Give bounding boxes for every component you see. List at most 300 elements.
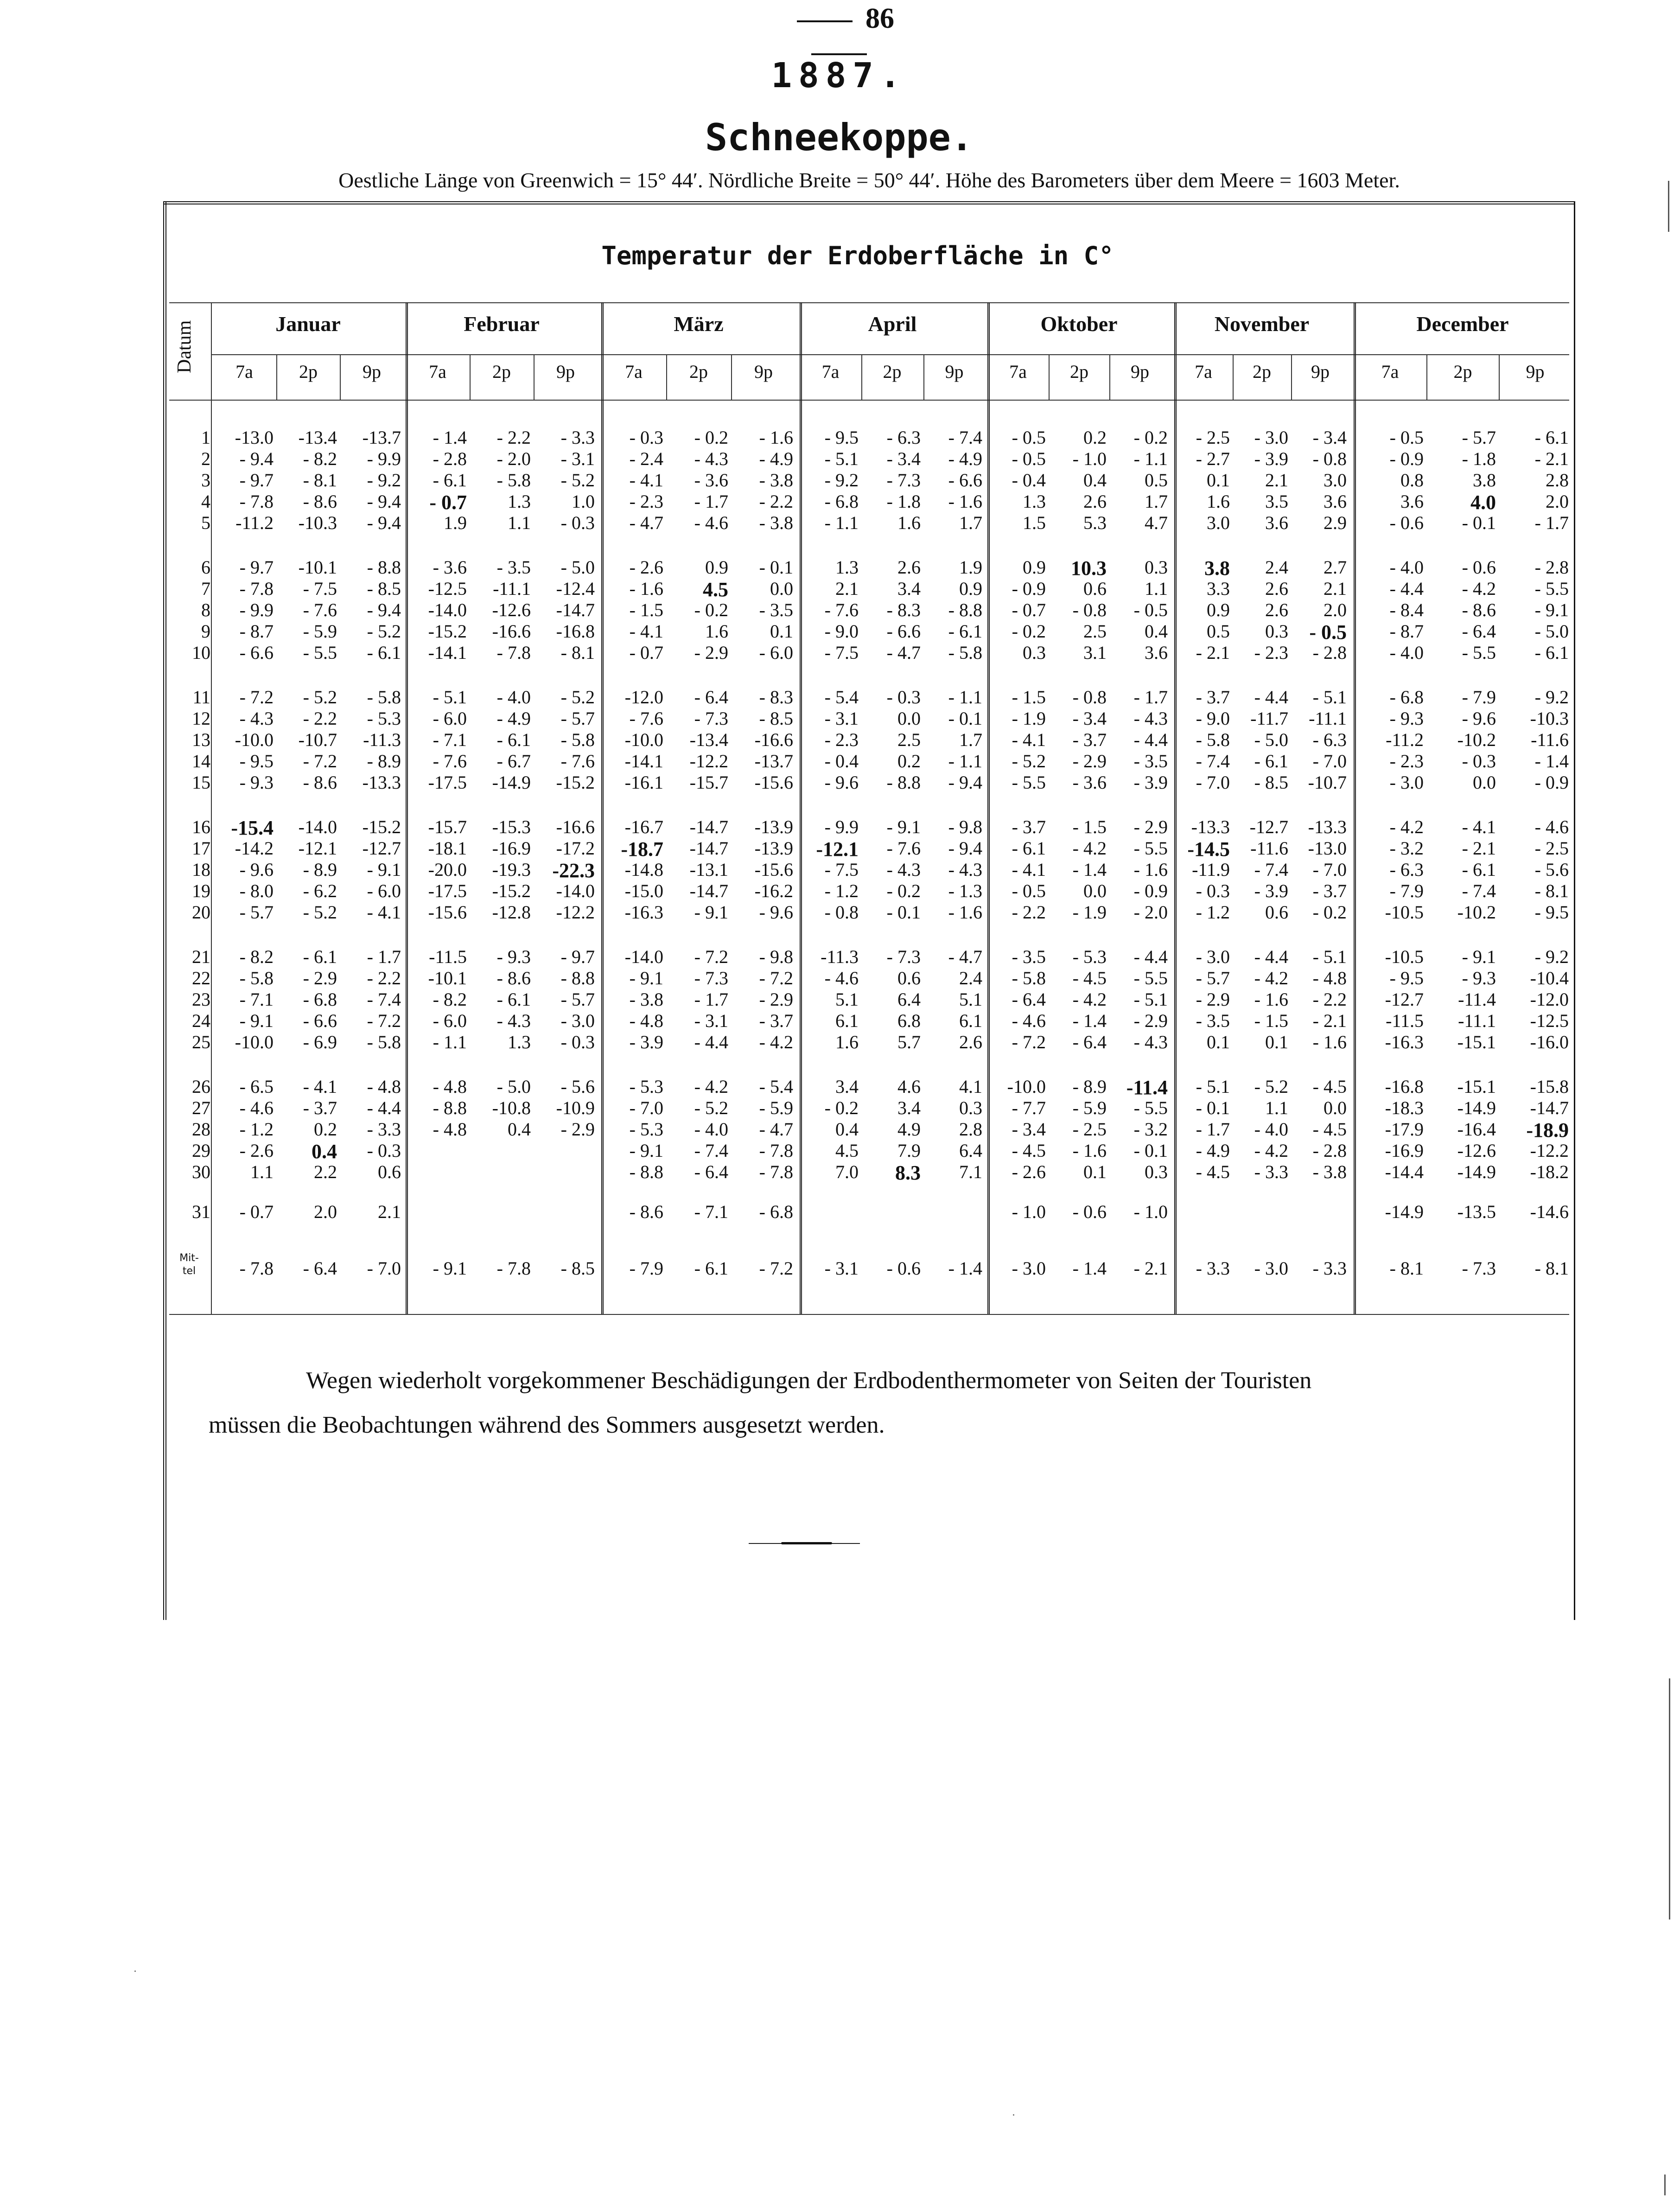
temperature-cell: -10.7 [298, 729, 337, 750]
temperature-cell: - 9.4 [367, 599, 401, 620]
temperature-cell: -12.7 [1249, 816, 1288, 837]
temperature-cell: - 3.5 [1133, 751, 1168, 772]
temperature-cell: - 9.1 [367, 859, 401, 880]
temperature-cell: - 4.5 [1072, 968, 1107, 988]
temperature-cell: - 3.4 [1072, 708, 1107, 729]
temperature-cell: - 3.9 [1254, 448, 1288, 469]
temperature-cell: - 6.1 [496, 989, 531, 1010]
temperature-cell: - 0.5 [1133, 599, 1168, 620]
temperature-cell: - 9.4 [367, 512, 401, 533]
mittel-cell: - 7.0 [367, 1258, 401, 1279]
temperature-cell: - 2.6 [239, 1140, 274, 1161]
temperature-cell: - 8.9 [367, 751, 401, 772]
temperature-cell: -14.9 [1457, 1161, 1496, 1182]
temperature-cell: 0.3 [1023, 642, 1046, 663]
temperature-cell: - 4.9 [1196, 1140, 1230, 1161]
temperature-cell: - 6.6 [948, 470, 982, 491]
temperature-cell: - 4.8 [433, 1119, 467, 1140]
temperature-cell: 4.6 [897, 1076, 921, 1097]
temperature-cell: - 5.2 [1012, 751, 1046, 772]
temperature-cell: - 6.1 [1462, 859, 1496, 880]
temperature-cell: - 9.6 [824, 772, 859, 793]
temperature-cell: - 8.2 [433, 989, 467, 1010]
time-header: 9p [363, 361, 381, 382]
temperature-cell: 0.0 [897, 708, 921, 729]
temperature-cell: -12.7 [362, 838, 401, 859]
temperature-cell: -10.0 [235, 1032, 274, 1052]
temperature-cell: - 1.8 [1462, 448, 1496, 469]
temperature-cell: 3.0 [1324, 470, 1347, 491]
temperature-cell: - 1.8 [886, 491, 921, 512]
temperature-cell: - 2.2 [303, 708, 337, 729]
temperature-cell: -15.8 [1530, 1076, 1569, 1097]
temperature-cell: - 4.4 [1133, 729, 1168, 750]
temperature-cell: - 1.6 [948, 491, 982, 512]
temperature-cell: 0.6 [378, 1161, 401, 1182]
footnote [209, 1358, 1548, 1448]
temperature-cell: -10.5 [1385, 946, 1424, 967]
temperature-cell: - 1.6 [1072, 1140, 1107, 1161]
temperature-cell: - 0.7 [429, 491, 467, 514]
temperature-cell: 3.5 [1265, 491, 1288, 512]
temperature-cell: - 2.1 [1534, 448, 1569, 469]
mittel-label [168, 1252, 210, 1278]
temperature-cell: - 1.0 [1133, 1201, 1168, 1222]
temperature-cell: - 0.1 [1462, 512, 1496, 533]
rule-right [811, 53, 867, 55]
temperature-cell: - 1.5 [629, 599, 663, 620]
temperature-cell: - 0.6 [1072, 1201, 1107, 1222]
temperature-cell: - 4.5 [1196, 1161, 1230, 1182]
temperature-cell: - 4.0 [1389, 642, 1424, 663]
temperature-cell: - 4.2 [1254, 1140, 1288, 1161]
temperature-cell: - 3.1 [694, 1010, 728, 1031]
temperature-cell: - 4.5 [1012, 1140, 1046, 1161]
temperature-cell: 3.4 [835, 1076, 859, 1097]
temperature-cell: - 5.1 [824, 448, 859, 469]
month-header: November [1214, 312, 1310, 336]
temperature-cell: - 5.7 [560, 708, 595, 729]
temperature-cell: - 4.6 [239, 1097, 274, 1118]
day-number: 10 [192, 642, 210, 663]
temperature-cell: - 4.8 [367, 1076, 401, 1097]
temperature-cell: 7.0 [835, 1161, 859, 1182]
temperature-cell: - 5.7 [560, 989, 595, 1010]
temperature-cell: -13.1 [689, 859, 728, 880]
temperature-cell: -15.6 [428, 902, 467, 923]
temperature-cell: - 8.5 [1254, 772, 1288, 793]
temperature-cell: - 1.1 [433, 1032, 467, 1052]
temperature-cell: 0.1 [1265, 1032, 1288, 1052]
temperature-cell: -14.7 [556, 599, 595, 620]
temperature-cell: - 2.2 [496, 427, 531, 448]
temperature-cell: - 1.4 [1072, 1010, 1107, 1031]
temperature-cell: - 7.6 [629, 708, 663, 729]
temperature-cell: - 9.8 [948, 816, 982, 837]
temperature-cell: - 2.9 [1196, 989, 1230, 1010]
temperature-cell: - 5.5 [1133, 838, 1168, 859]
temperature-cell: - 1.7 [1133, 687, 1168, 708]
time-header: 9p [556, 361, 575, 382]
temperature-cell: 0.4 [1083, 470, 1107, 491]
day-number: 8 [201, 599, 210, 620]
temperature-cell: 5.3 [1083, 512, 1107, 533]
temperature-cell: - 4.0 [694, 1119, 728, 1140]
temperature-cell: 4.1 [959, 1076, 982, 1097]
temperature-cell: 1.7 [959, 729, 982, 750]
temperature-cell: 2.2 [314, 1161, 337, 1182]
temperature-cell: -17.9 [1385, 1119, 1424, 1140]
temperature-cell: 1.6 [835, 1032, 859, 1052]
temperature-cell: - 6.8 [303, 989, 337, 1010]
temperature-cell: - 1.2 [1196, 902, 1230, 923]
temperature-cell: -16.0 [1530, 1032, 1569, 1052]
temperature-cell: - 1.7 [1534, 512, 1569, 533]
day-number: 14 [192, 751, 210, 772]
temperature-cell: 1.1 [1145, 578, 1168, 599]
temperature-cell: - 5.4 [824, 687, 859, 708]
temperature-cell: 6.4 [959, 1140, 982, 1161]
temperature-cell: - 5.1 [1312, 687, 1347, 708]
temperature-cell: 2.1 [1265, 470, 1288, 491]
temperature-cell: - 4.4 [1389, 578, 1424, 599]
temperature-cell: - 0.7 [1012, 599, 1046, 620]
temperature-cell: - 9.9 [367, 448, 401, 469]
day-number: 30 [192, 1161, 210, 1182]
temperature-cell: - 8.8 [433, 1097, 467, 1118]
header-rule-top [169, 302, 1569, 303]
table-left-border [163, 201, 166, 1620]
temperature-cell: 0.3 [1265, 621, 1288, 642]
temperature-cell: - 4.1 [303, 1076, 337, 1097]
temperature-cell: -18.1 [428, 838, 467, 859]
temperature-cell: -14.8 [624, 859, 663, 880]
temperature-cell: - 3.8 [759, 470, 793, 491]
temperature-cell: - 5.1 [1133, 989, 1168, 1010]
day-number: 31 [192, 1201, 210, 1222]
temperature-cell: 8.3 [895, 1161, 921, 1184]
temperature-cell: - 5.2 [367, 621, 401, 642]
scan-edge-mark [1664, 2174, 1666, 2195]
temperature-cell: - 4.3 [496, 1010, 531, 1031]
time-header: 9p [1526, 361, 1545, 382]
temperature-cell: - 4.6 [694, 512, 728, 533]
temperature-cell: 3.4 [897, 1097, 921, 1118]
temperature-cell: 0.0 [1083, 880, 1107, 901]
temperature-cell: - 1.1 [824, 512, 859, 533]
temperature-cell: - 0.5 [1309, 621, 1347, 644]
temperature-cell: -12.5 [1530, 1010, 1569, 1031]
temperature-cell: 0.3 [959, 1097, 982, 1118]
temperature-cell: 1.3 [1023, 491, 1046, 512]
mittel-cell: - 3.0 [1254, 1258, 1288, 1279]
temperature-cell: - 5.3 [367, 708, 401, 729]
temperature-cell: -12.2 [556, 902, 595, 923]
temperature-cell: -22.3 [552, 859, 595, 882]
temperature-cell: 0.5 [1207, 621, 1230, 642]
temperature-cell: - 0.2 [1312, 902, 1347, 923]
temperature-cell: -15.6 [754, 772, 793, 793]
temperature-cell: - 5.0 [560, 557, 595, 578]
temperature-cell: 6.8 [897, 1010, 921, 1031]
temperature-cell: - 3.0 [560, 1010, 595, 1031]
mittel-cell: - 7.8 [239, 1258, 274, 1279]
temperature-cell: - 2.3 [1389, 751, 1424, 772]
temperature-cell: - 6.6 [239, 642, 274, 663]
temperature-cell: - 9.1 [694, 902, 728, 923]
temperature-cell: - 6.0 [433, 708, 467, 729]
temperature-cell: - 3.7 [303, 1097, 337, 1118]
temperature-cell: - 7.8 [239, 578, 274, 599]
temperature-cell: - 1.6 [1254, 989, 1288, 1010]
temperature-cell: - 6.1 [948, 621, 982, 642]
temperature-cell: -11.9 [1192, 859, 1230, 880]
temperature-cell: 2.1 [835, 578, 859, 599]
temperature-cell: - 8.8 [367, 557, 401, 578]
temperature-cell: -17.5 [428, 880, 467, 901]
time-header: 7a [1009, 361, 1027, 382]
temperature-cell: 3.8 [1473, 470, 1496, 491]
temperature-cell: 2.0 [314, 1201, 337, 1222]
time-header: 2p [299, 361, 318, 382]
temperature-cell: -14.4 [1385, 1161, 1424, 1182]
temperature-cell: - 4.3 [886, 859, 921, 880]
temperature-cell: -14.5 [1187, 838, 1230, 861]
mittel-cell: - 8.5 [560, 1258, 595, 1279]
temperature-cell: -11.1 [1309, 708, 1347, 729]
time-header: 9p [1311, 361, 1330, 382]
temperature-cell: -13.0 [235, 427, 274, 448]
temperature-cell: -12.5 [428, 578, 467, 599]
temperature-cell: - 4.2 [1072, 838, 1107, 859]
temperature-cell: - 6.8 [759, 1201, 793, 1222]
time-header: 2p [492, 361, 511, 382]
temperature-cell: - 0.3 [367, 1140, 401, 1161]
month-divider [1354, 302, 1356, 1314]
temperature-cell: - 9.4 [948, 838, 982, 859]
temperature-cell: - 9.6 [759, 902, 793, 923]
temperature-cell: - 4.3 [694, 448, 728, 469]
temperature-cell: 0.6 [1083, 578, 1107, 599]
temperature-cell: - 3.4 [886, 448, 921, 469]
temperature-cell: -14.0 [428, 599, 467, 620]
temperature-cell: - 3.9 [1133, 772, 1168, 793]
temperature-cell: - 2.5 [1196, 427, 1230, 448]
temperature-cell: -16.8 [1385, 1076, 1424, 1097]
temperature-cell: - 6.9 [303, 1032, 337, 1052]
temperature-cell: - 1.7 [367, 946, 401, 967]
temperature-cell: - 5.9 [1072, 1097, 1107, 1118]
temperature-cell: - 4.1 [367, 902, 401, 923]
temperature-cell: - 7.2 [1012, 1032, 1046, 1052]
temperature-cell: - 4.5 [1312, 1119, 1347, 1140]
temperature-cell: -18.9 [1526, 1119, 1569, 1141]
temperature-cell: - 8.6 [303, 772, 337, 793]
month-header: Januar [275, 312, 341, 336]
temperature-cell: -14.7 [689, 880, 728, 901]
temperature-cell: - 4.2 [759, 1032, 793, 1052]
day-number: 15 [192, 772, 210, 793]
temperature-cell: - 4.5 [1312, 1076, 1347, 1097]
temperature-cell: - 7.6 [886, 838, 921, 859]
temperature-cell: - 9.8 [759, 946, 793, 967]
temperature-cell: -16.6 [492, 621, 531, 642]
temperature-cell: - 7.5 [824, 642, 859, 663]
time-header: 7a [1381, 361, 1399, 382]
temperature-cell: - 5.1 [1196, 1076, 1230, 1097]
temperature-cell: -10.2 [1457, 902, 1496, 923]
temperature-cell: - 9.5 [1534, 902, 1569, 923]
temperature-cell: - 9.2 [367, 470, 401, 491]
temperature-cell: 4.5 [703, 578, 728, 601]
temperature-cell: -20.0 [428, 859, 467, 880]
day-number: 18 [192, 859, 210, 880]
temperature-cell: - 6.8 [1389, 687, 1424, 708]
datum-label: Datum [174, 320, 195, 373]
temperature-cell: - 8.5 [367, 578, 401, 599]
temperature-cell: - 7.1 [239, 989, 274, 1010]
temperature-cell: 4.7 [1145, 512, 1168, 533]
temperature-cell: 5.1 [959, 989, 982, 1010]
temperature-cell: - 8.6 [303, 491, 337, 512]
temperature-cell: - 3.9 [629, 1032, 663, 1052]
temperature-cell: -16.7 [624, 816, 663, 837]
temperature-cell: -13.3 [362, 772, 401, 793]
temperature-cell: - 3.0 [1389, 772, 1424, 793]
day-number: 21 [192, 946, 210, 967]
temperature-cell: - 8.1 [303, 470, 337, 491]
mittel-label-part2: tel [182, 1265, 196, 1277]
temperature-cell: 3.3 [1207, 578, 1230, 599]
temperature-cell: 0.0 [1324, 1097, 1347, 1118]
temperature-cell: 0.9 [959, 578, 982, 599]
temperature-cell: - 8.6 [1462, 599, 1496, 620]
temperature-cell: - 4.7 [629, 512, 663, 533]
temperature-cell: -11.7 [1250, 708, 1288, 729]
mittel-cell: - 8.1 [1534, 1258, 1569, 1279]
temperature-cell: - 6.3 [1312, 729, 1347, 750]
temperature-cell: - 2.1 [1312, 1010, 1347, 1031]
temperature-cell: - 6.1 [433, 470, 467, 491]
temperature-cell: - 4.6 [1534, 816, 1569, 837]
temperature-cell: -12.1 [816, 838, 859, 861]
temperature-cell: -10.1 [428, 968, 467, 988]
temperature-cell: -15.2 [556, 772, 595, 793]
temperature-cell: - 8.2 [239, 946, 274, 967]
temperature-cell: - 5.0 [1534, 621, 1569, 642]
temperature-cell: 6.1 [959, 1010, 982, 1031]
temperature-cell: - 3.6 [1072, 772, 1107, 793]
temperature-cell: - 9.3 [1389, 708, 1424, 729]
temperature-cell: - 7.2 [303, 751, 337, 772]
temperature-cell: - 7.0 [1312, 859, 1347, 880]
temperature-cell: 7.1 [959, 1161, 982, 1182]
temperature-cell: - 4.7 [948, 946, 982, 967]
month-divider [987, 302, 990, 1314]
temperature-cell: - 7.8 [239, 491, 274, 512]
temperature-cell: 3.6 [1265, 512, 1288, 533]
mittel-label-part1: Mit- [179, 1252, 199, 1264]
temperature-cell: -11.6 [1250, 838, 1288, 859]
temperature-cell: - 4.6 [824, 968, 859, 988]
temperature-cell: - 8.5 [759, 708, 793, 729]
temperature-cell: -14.7 [689, 838, 728, 859]
temperature-cell: - 3.9 [1254, 880, 1288, 901]
temperature-cell: -16.2 [754, 880, 793, 901]
temperature-cell: 0.1 [1083, 1161, 1107, 1182]
mittel-cell: - 9.1 [433, 1258, 467, 1279]
temperature-cell: - 8.8 [948, 599, 982, 620]
temperature-cell: - 6.5 [239, 1076, 274, 1097]
rule-left [797, 20, 853, 22]
temperature-cell: -13.5 [1457, 1201, 1496, 1222]
temperature-cell: -13.3 [1191, 816, 1230, 837]
temperature-cell: - 0.6 [1462, 557, 1496, 578]
temperature-cell: - 1.4 [1534, 751, 1569, 772]
day-number: 24 [192, 1010, 210, 1031]
temperature-cell: - 5.1 [1312, 946, 1347, 967]
temperature-cell: - 0.3 [629, 427, 663, 448]
temperature-cell: - 1.7 [694, 491, 728, 512]
temperature-cell: - 4.1 [1012, 859, 1046, 880]
temperature-cell: 1.6 [1207, 491, 1230, 512]
temperature-cell: 1.9 [959, 557, 982, 578]
temperature-cell: - 6.4 [1012, 989, 1046, 1010]
temperature-cell: - 8.7 [239, 621, 274, 642]
temperature-cell: -11.5 [1386, 1010, 1424, 1031]
temperature-cell: - 1.5 [1254, 1010, 1288, 1031]
temperature-cell: -15.6 [754, 859, 793, 880]
temperature-cell: - 1.6 [759, 427, 793, 448]
temperature-cell: - 6.3 [1389, 859, 1424, 880]
temperature-cell: -14.9 [492, 772, 531, 793]
temperature-cell: - 0.2 [886, 880, 921, 901]
temperature-cell: - 4.1 [629, 621, 663, 642]
temperature-cell: - 4.7 [886, 642, 921, 663]
temperature-cell: - 6.4 [694, 687, 728, 708]
temperature-cell: -15.4 [231, 816, 274, 839]
temperature-cell: -11.5 [429, 946, 467, 967]
mittel-cell: - 1.4 [1072, 1258, 1107, 1279]
footnote-line-2: müssen die Beobachtungen während des Sommers ausgesetzt werden. [209, 1412, 885, 1438]
temperature-cell: - 9.6 [239, 859, 274, 880]
temperature-cell: - 1.5 [1072, 816, 1107, 837]
temperature-cell: 0.4 [312, 1140, 337, 1163]
temperature-cell: - 7.4 [1254, 859, 1288, 880]
temperature-cell: - 6.6 [303, 1010, 337, 1031]
temperature-cell: 2.6 [897, 557, 921, 578]
temperature-cell: - 9.9 [824, 816, 859, 837]
temperature-cell: - 5.7 [1196, 968, 1230, 988]
temperature-cell: - 0.7 [239, 1201, 274, 1222]
temperature-cell: - 6.4 [1072, 1032, 1107, 1052]
temperature-cell: -14.1 [428, 642, 467, 663]
temperature-cell: -11.3 [821, 946, 859, 967]
temperature-cell: - 5.0 [1254, 729, 1288, 750]
temperature-cell: - 2.1 [1462, 838, 1496, 859]
temperature-cell: 0.3 [1145, 1161, 1168, 1182]
temperature-cell: -16.3 [1385, 1032, 1424, 1052]
temperature-cell: - 6.0 [433, 1010, 467, 1031]
temperature-cell: - 3.3 [1254, 1161, 1288, 1182]
temperature-cell: 6.1 [835, 1010, 859, 1031]
temperature-cell: - 6.1 [1534, 642, 1569, 663]
table-right-border [1574, 201, 1575, 1620]
temperature-cell: - 7.0 [1196, 772, 1230, 793]
year-heading: 1887. [771, 56, 907, 96]
temperature-cell: -13.9 [754, 838, 793, 859]
temperature-cell: - 2.8 [433, 448, 467, 469]
